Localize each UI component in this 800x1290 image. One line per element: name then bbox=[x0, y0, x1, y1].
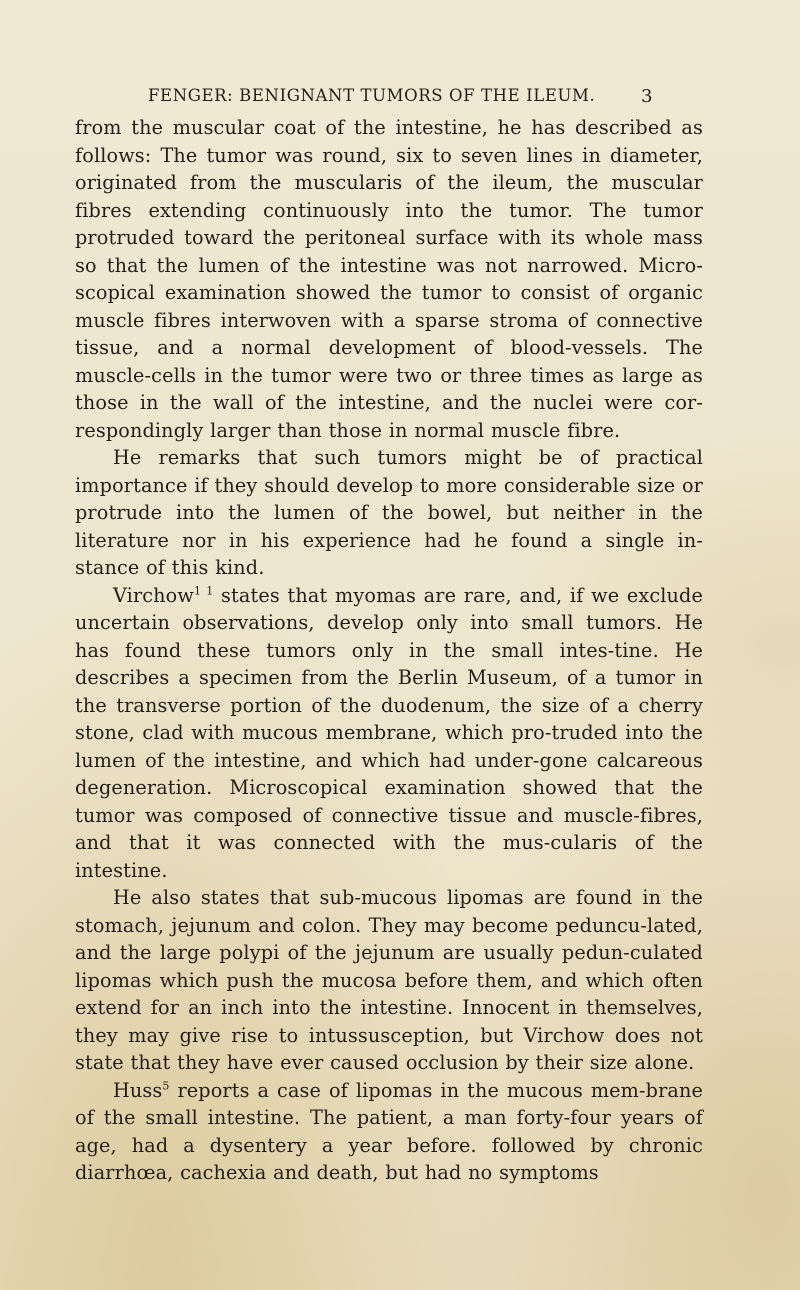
paragraph-1: from the muscular coat of the intestine, he has described as follows: The tumor was round, six to seven lines in diameter, originated from the muscularis of the ileum, the muscular fibres extending continuously into the tumor. The tumor protruded toward the peritoneal surface with its whole mass so that the lumen of the intestine was not narrowed. Micro-scopical examination showed the tumor to consist of organic muscle fibres interwoven with a sparse stroma of connective tissue, and a normal development of blood-vessels. The muscle-cells in the tumor were two or three times as large as those in the wall of the intestine, and the nuclei were cor-respondingly larger than those in normal muscle fibre. bbox=[75, 116, 703, 442]
footnote-ref: 1 1 bbox=[193, 584, 214, 598]
text-block bbox=[75, 114, 703, 1187]
paragraph-3-text: states that myomas are rare, and, if we exclude uncertain observations, develop only into small tumors. He has found these tumors only in the small intes-tine. He describes a specimen from the Berlin Museum, of a tumor in the transverse portion of the duodenum, the size of a cherry stone, clad with mucous membrane, which pro-truded into the lumen of the intestine, and which had under-gone calcareous degeneration. Microscopical examination showed that the tumor was composed of connective tissue and muscle-fibres, and that it was connected with the mus-cularis of the intestine. bbox=[75, 583, 703, 882]
paragraph-4: He also states that sub-mucous lipomas are found in the stomach, jejunum and colon. They may become peduncu-lated, and the large polypi of the jejunum are usually pedun-culated lipomas which push the mucosa before them, and which often extend for an inch into the intestine. Innocent in themselves, they may give rise to intussusception, but Virchow does not state that they have ever caused occlusion by their size alone. bbox=[75, 886, 703, 1074]
page-number: 3 bbox=[641, 86, 653, 107]
cited-author-virchow: Virchow bbox=[113, 583, 194, 607]
paragraph-2: He remarks that such tumors might be of practical importance if they should develop to more considerable size or protrude into the lumen of the bowel, but neither in the literature nor in his experience had he found a single in-stance of this kind. bbox=[75, 446, 703, 579]
running-title: FENGER: BENIGNANT TUMORS OF THE ILEUM. bbox=[148, 86, 596, 105]
paragraph-3 bbox=[75, 582, 703, 885]
footnote-ref: 5 bbox=[162, 1079, 170, 1093]
cited-author-huss: Huss bbox=[113, 1078, 163, 1102]
paragraph-5-text: reports a case of lipomas in the mucous mem-brane of the small intestine. The patient, a man forty-four years of age, had a dysentery a year before. followed by chronic diarrhœa, cachexia and death, but had no symptoms bbox=[75, 1078, 703, 1184]
paragraph-5 bbox=[75, 1077, 703, 1187]
running-head bbox=[0, 86, 800, 110]
